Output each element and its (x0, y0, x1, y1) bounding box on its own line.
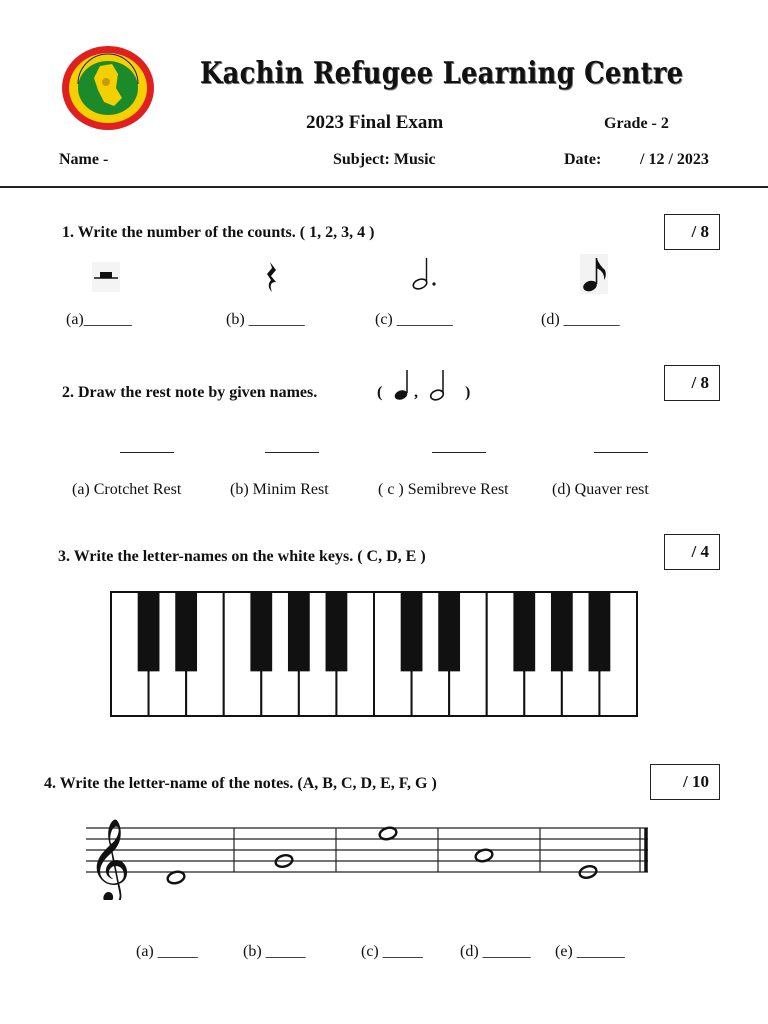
q1-answer-a[interactable]: (a)______ (66, 311, 132, 328)
q1-answer-b[interactable]: (b) _______ (226, 311, 305, 328)
q2-drawing-line-d[interactable] (594, 452, 648, 453)
question-3-score-box[interactable]: / 4 (664, 534, 720, 570)
black-key[interactable] (589, 592, 611, 671)
crotchet-rest-icon (264, 260, 282, 296)
q4-answer-c[interactable]: (c) _____ (361, 943, 423, 960)
q1-answer-d[interactable]: (d) _______ (541, 311, 620, 328)
school-name: Kachin Refugee Learning Centre (200, 56, 684, 91)
treble-clef-icon: 𝄞 (88, 817, 131, 900)
q4-answer-b[interactable]: (b) _____ (243, 943, 306, 960)
q2-paren-open: ( (377, 384, 383, 401)
q2-drawing-line-b[interactable] (265, 452, 319, 453)
subject-label: Subject: Music (333, 151, 436, 168)
black-key[interactable] (175, 592, 197, 671)
question-1-score-box[interactable]: / 8 (664, 214, 720, 250)
question-3-text: 3. Write the letter-names on the white keys. ( C, D, E ) (58, 548, 426, 565)
q2-drawing-line-c[interactable] (432, 452, 486, 453)
q2-item-a: (a) Crotchet Rest (72, 481, 182, 498)
exam-title: 2023 Final Exam (306, 112, 444, 133)
crotchet-note-icon (392, 368, 414, 402)
black-key[interactable] (438, 592, 460, 671)
black-key[interactable] (138, 592, 160, 671)
black-key[interactable] (250, 592, 272, 671)
q4-answer-e[interactable]: (e) ______ (555, 943, 625, 960)
question-4-text: 4. Write the letter-name of the notes. (A, B, C, D, E, F, G ) (44, 775, 437, 792)
date-label: Date: (564, 151, 602, 168)
q2-paren-close: ) (465, 384, 471, 401)
black-key[interactable] (513, 592, 535, 671)
q2-drawing-line-a[interactable] (120, 452, 174, 453)
quaver-icon (580, 254, 608, 294)
name-label: Name - (59, 151, 109, 168)
question-2-text: 2. Draw the rest note by given names. (62, 384, 318, 401)
question-1-text: 1. Write the number of the counts. ( 1, 2, 3, 4 ) (62, 224, 375, 241)
q2-item-b: (b) Minim Rest (230, 481, 329, 498)
black-key[interactable] (288, 592, 310, 671)
question-2-score-box[interactable]: / 8 (664, 365, 720, 401)
header-divider (0, 186, 768, 188)
minim-note-icon (428, 368, 450, 402)
music-staff (78, 808, 656, 900)
q4-answer-a[interactable]: (a) _____ (136, 943, 198, 960)
q1-answer-c[interactable]: (c) _______ (375, 311, 453, 328)
question-4-score-box[interactable]: / 10 (650, 764, 720, 800)
piano-keyboard (110, 591, 638, 717)
minim-rest-icon (92, 262, 120, 292)
q2-comma: , (414, 384, 418, 401)
black-key[interactable] (326, 592, 348, 671)
grade-label: Grade - 2 (604, 115, 669, 132)
black-key[interactable] (551, 592, 573, 671)
school-logo (60, 44, 156, 132)
dotted-minim-icon (410, 256, 440, 292)
q4-answer-d[interactable]: (d) ______ (460, 943, 531, 960)
q2-item-c: ( c ) Semibreve Rest (378, 481, 509, 498)
black-key[interactable] (401, 592, 423, 671)
q2-item-d: (d) Quaver rest (552, 481, 649, 498)
date-value: / 12 / 2023 (640, 151, 709, 168)
